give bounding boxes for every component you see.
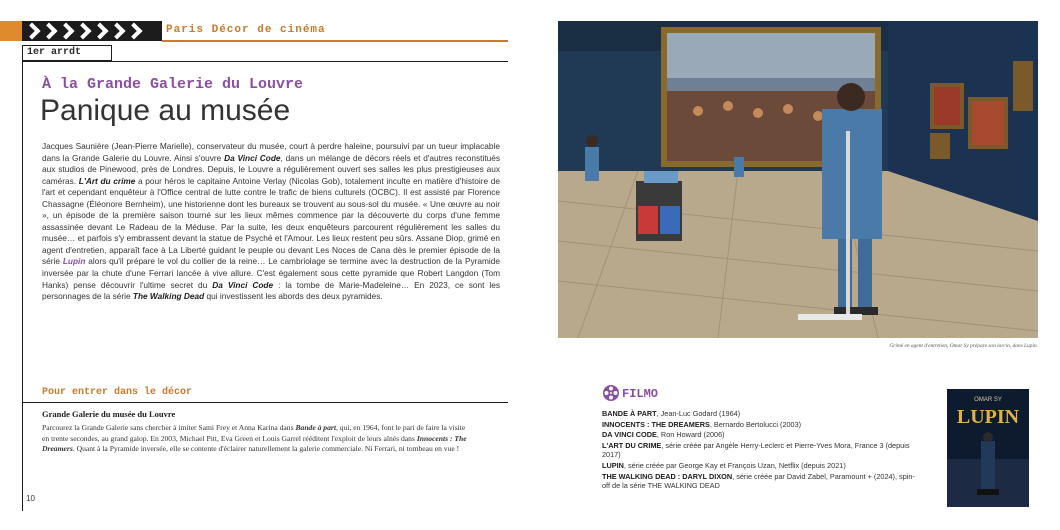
body-text-run: qui investissent les abords des deux pyramides. bbox=[204, 291, 383, 302]
photo-caption: Grimé en agent d'entretien, Omar Sy prépare son larcin, dans Lupin. bbox=[889, 343, 1038, 349]
header-rule bbox=[162, 40, 508, 42]
louvre-gallery-photo bbox=[558, 21, 1038, 338]
page-number: 10 bbox=[26, 494, 35, 503]
sidebar-text-run: , qui, en 1964, font le pari de faire la visite en trente secondes, au grand galop. En 2003, Michael Pitt, Eva Green et Louis Garrel rééditent l'exploit de leurs aînés dans bbox=[42, 423, 466, 443]
body-text-run: , dans un mélange de décors réels et d'autres reconstitués aux studios de Pinewood, près de Londres. Depuis, le Louvre a régulièrement ouvert ses salles les plus prestigieuses aux caméras. bbox=[42, 152, 501, 186]
section-tag: Paris Décor de cinéma bbox=[166, 24, 326, 36]
sidebar-text bbox=[42, 423, 472, 455]
header-corner-mark bbox=[0, 21, 22, 41]
filmo-detail: , Ron Howard (2006) bbox=[656, 430, 725, 440]
film-title: Innocents : The Dreamers bbox=[42, 433, 467, 454]
filmo-detail: , Bernardo Bertolucci (2003) bbox=[709, 419, 802, 429]
filmo-entry bbox=[602, 441, 922, 460]
article-kicker: À la Grande Galerie du Louvre bbox=[42, 76, 304, 93]
filmography-list bbox=[602, 409, 922, 492]
filmo-entry bbox=[602, 430, 922, 440]
body-text-run: : la tombe de Marie-Madeleine… En 2023, ce sont les personnages de la série bbox=[42, 279, 500, 302]
chevron-icon bbox=[92, 23, 109, 40]
filmo-title: LUPIN bbox=[602, 460, 624, 470]
filmo-title: INNOCENTS : THE DREAMERS bbox=[602, 419, 710, 429]
right-page bbox=[530, 0, 1060, 530]
body-text-run: a pour héros le capitaine Antoine Verlay (Nicolas Gob), totalement inculte en matière d'histoire de l'art et cependant enquêteur à l'Office central de lutte contre le trafic de biens culturels (OCBC). Il est assisté par Florence Chassagne (Éléonore Bernheim), une historienne dont les bureaux se trouvent au sous-sol du musée. « Une œuvre au noir », un épisode de la première saison tourné sur les lieux mêmes commence par la découverte du corps d'une femme assassinée devant Le Radeau de la Méduse. Par la suite, les deux enquêteurs parcourent régulièrement les salles du musée… et parfois s'y embrassent devant la statue de Psyché et l'Amour. Les lieux restent peu sûrs. Assane Diop, grimé en agent d'entretien, apparaît face à La Liberté guidant le peuple ou devant Les Noces de Cana dès le premier épisode de la série bbox=[42, 175, 500, 267]
series-title: The Walking Dead bbox=[132, 291, 205, 302]
body-text-run: Jacques Saunière (Jean-Pierre Marielle), conservateur du musée, court à perdre haleine, poursuivi par un tueur implacable dans la Grande Galerie du Louvre. Ainsi s'ouvre bbox=[42, 141, 500, 163]
sidebar-text-run: Parcourez la Grande Galerie sans chercher à imiter Sami Frey et Anna Karina dans bbox=[42, 423, 296, 432]
filmo-title: L'ART DU CRIME bbox=[602, 440, 662, 450]
film-title: Da Vinci Code bbox=[212, 279, 274, 290]
arrondissement-label: 1er arrdt bbox=[22, 45, 112, 61]
chevron-icon bbox=[109, 23, 126, 40]
chevron-icon bbox=[24, 23, 41, 40]
lupin-poster bbox=[947, 389, 1029, 507]
box-divider bbox=[22, 402, 508, 403]
filmo-title: THE WALKING DEAD : DARYL DIXON bbox=[602, 471, 733, 481]
film-title: Da Vinci Code bbox=[224, 152, 281, 163]
filmo-entry bbox=[602, 472, 922, 491]
film-reel-icon bbox=[602, 384, 620, 402]
poster-art bbox=[947, 389, 1029, 507]
filmo-detail: , Jean-Luc Godard (1964) bbox=[656, 409, 741, 418]
sidebar-title: Grande Galerie du musée du Louvre bbox=[42, 409, 176, 419]
filmo-entry bbox=[602, 461, 922, 471]
series-title: Lupin bbox=[62, 256, 86, 267]
poster-actor-name: OMAR SY bbox=[974, 397, 1002, 403]
film-title: Bande à part bbox=[295, 423, 336, 432]
sidebar-subhead: Pour entrer dans le décor bbox=[42, 387, 193, 398]
poster-title: LUPIN bbox=[956, 406, 1020, 428]
article-body bbox=[42, 141, 500, 303]
chevron-icon bbox=[58, 23, 75, 40]
filmo-entry bbox=[602, 420, 922, 430]
filmo-heading: FILMO bbox=[622, 387, 659, 401]
photo-illustration bbox=[558, 21, 1038, 338]
filmo-title: BANDE À PART bbox=[602, 409, 657, 418]
chevron-icon bbox=[41, 23, 58, 40]
filmo-title: DA VINCI CODE bbox=[602, 430, 657, 440]
article-headline: Panique au musée bbox=[40, 94, 291, 127]
series-title: L'Art du crime bbox=[78, 175, 136, 186]
sidebar-text-run: . Quant à la Pyramide inversée, elle se contente d'éclairer naturellement la galerie commerciale. Ni Ferrari, ni tombeau en vue ! bbox=[72, 444, 460, 454]
filmo-entry bbox=[602, 409, 922, 419]
filmo-detail: , série créée par George Kay et François Uzan, Netflix (depuis 2021) bbox=[623, 460, 846, 470]
chevron-icon bbox=[75, 23, 92, 40]
filmo-detail: , série créée par David Zabel, Paramount + (2024), spin-off de la série THE WALKING DEAD bbox=[602, 471, 915, 491]
chevron-band bbox=[22, 21, 162, 41]
chevron-icon bbox=[126, 23, 143, 40]
filmo-detail: , série créée par Angèle Herry-Leclerc et Pierre-Yves Mora, France 3 (depuis 2017) bbox=[602, 440, 910, 460]
body-text-run: alors qu'il prépare le vol du collier de la reine… Le cambriolage se termine avec la destruction de la Pyramide inversée par la chute d'une Ferrari lancée à vive allure. C'est également sous cette pyramide que Robert Langdon (Tom Hanks) pense découvrir l'ultime secret du bbox=[42, 256, 500, 290]
